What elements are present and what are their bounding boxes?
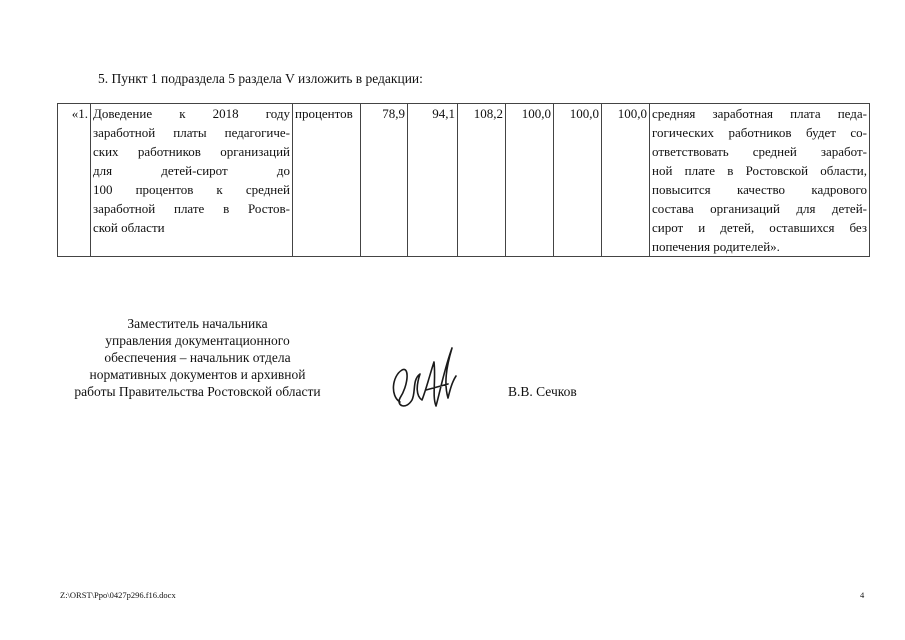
signatory-title-line: нормативных документов и архивной <box>89 367 306 382</box>
row-value: 100,0 <box>554 104 602 257</box>
result-line: попечения родителей». <box>652 239 780 254</box>
signatory-title-line: управления документационного <box>105 333 290 348</box>
intro-paragraph: 5. Пункт 1 подраздела 5 раздела V изложить в редакции: <box>98 71 423 86</box>
signatory-title-line: работы Правительства Ростовской области <box>74 384 321 399</box>
description-line: заработной платы педагогиче- <box>93 125 290 140</box>
description-line: Доведение к 2018 году <box>93 106 290 121</box>
signatory-title-line: Заместитель начальника <box>127 316 268 331</box>
row-result <box>650 104 870 257</box>
description-line: для детей-сирот до <box>93 163 290 178</box>
row-value: 94,1 <box>408 104 458 257</box>
handwritten-signature <box>386 340 466 420</box>
result-line: ной плате в Ростовской области, <box>652 163 867 178</box>
row-value: 100,0 <box>506 104 554 257</box>
row-number: «1. <box>58 104 91 257</box>
row-description <box>91 104 293 257</box>
result-line: гогических работников будет со- <box>652 125 867 140</box>
result-line: средняя заработная плата педа- <box>652 106 867 121</box>
signatory-title-line: обеспечения – начальник отдела <box>104 350 291 365</box>
row-unit: процентов <box>293 104 361 257</box>
row-value: 100,0 <box>602 104 650 257</box>
program-table <box>57 103 870 257</box>
signatory-title <box>55 315 340 400</box>
table-row <box>58 104 870 257</box>
row-value: 108,2 <box>458 104 506 257</box>
file-path: Z:\ORST\Ppo\0427p296.f16.docx <box>60 590 176 600</box>
result-line: ответствовать средней заработ- <box>652 144 867 159</box>
signatory-name: В.В. Сечков <box>508 384 577 399</box>
description-line: 100 процентов к средней <box>93 182 290 197</box>
description-line: заработной плате в Ростов- <box>93 201 290 216</box>
result-line: состава организаций для детей- <box>652 201 867 216</box>
page-number: 4 <box>860 590 865 600</box>
result-line: сирот и детей, оставшихся без <box>652 220 867 235</box>
description-line: ских работников организаций <box>93 144 290 159</box>
result-line: повысится качество кадрового <box>652 182 867 197</box>
row-value: 78,9 <box>361 104 408 257</box>
description-line: ской области <box>93 220 165 235</box>
